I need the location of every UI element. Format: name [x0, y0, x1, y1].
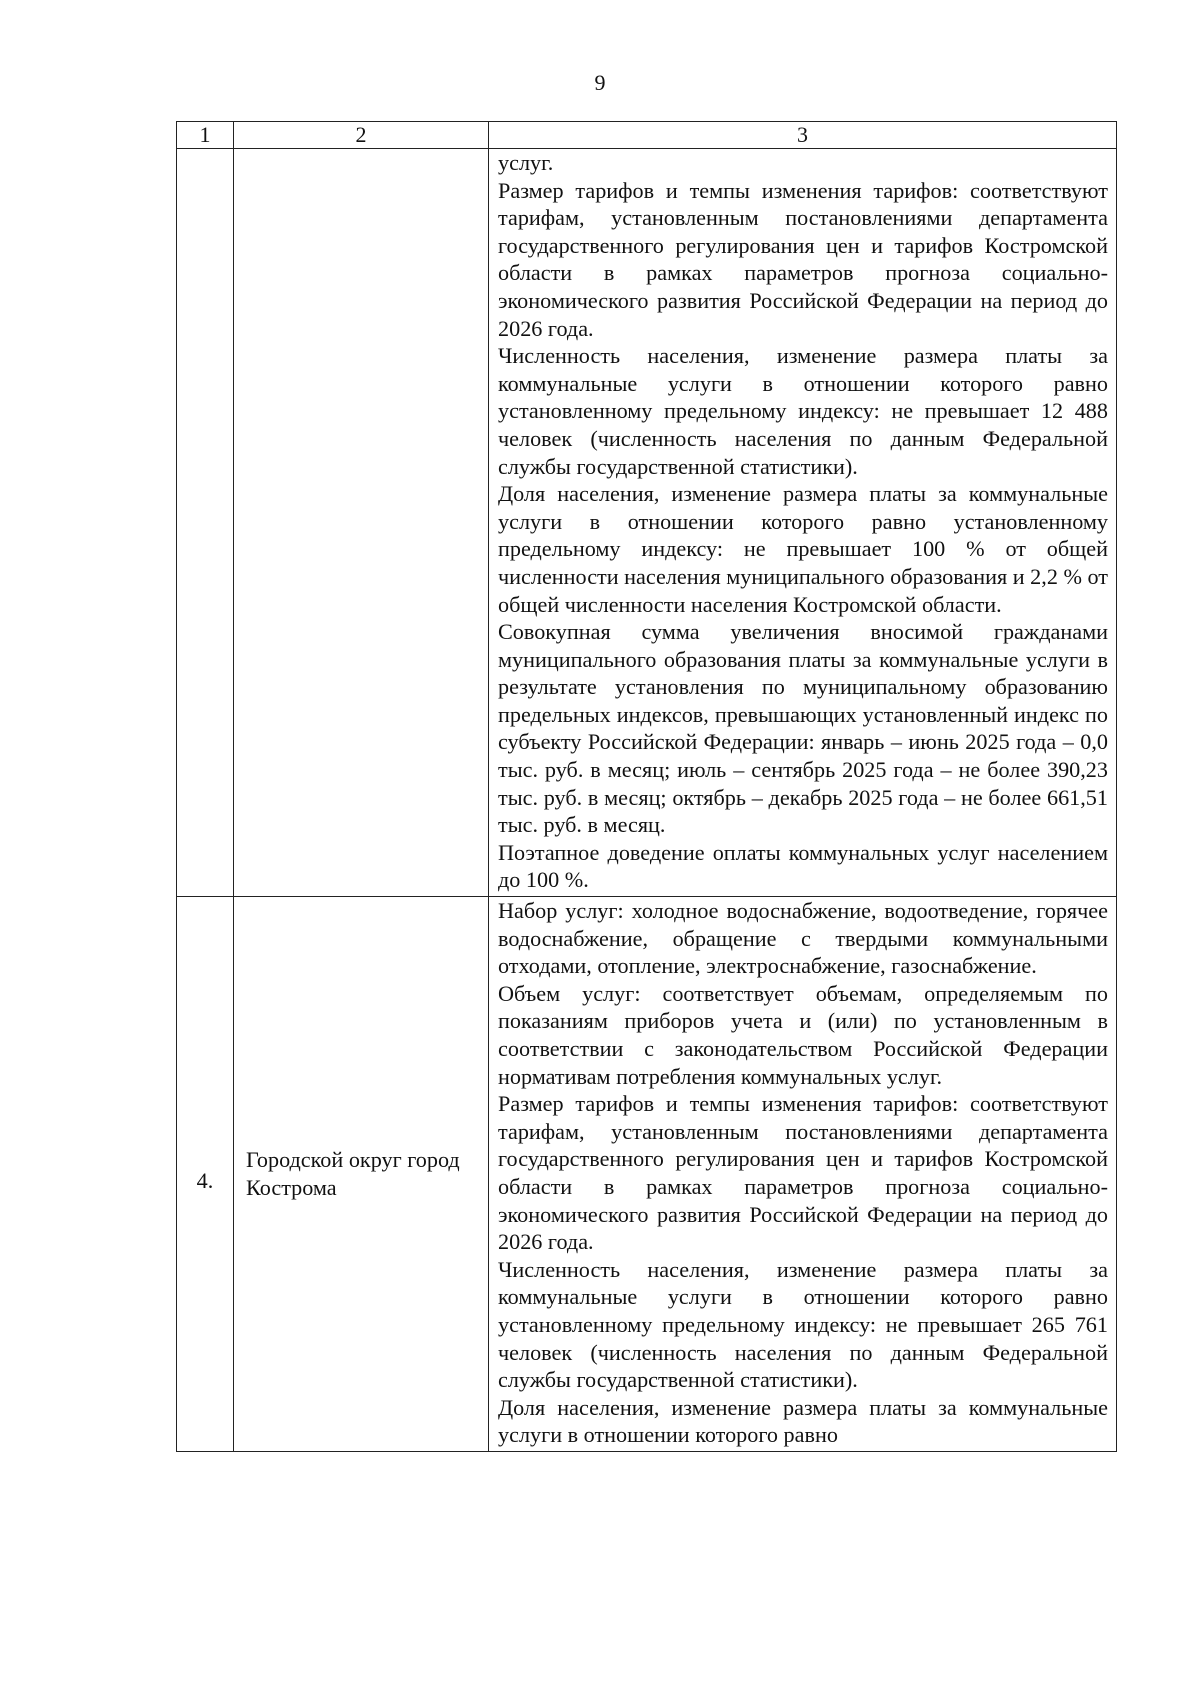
row-number-cell: 4.	[177, 897, 234, 1452]
description-paragraph: услуг.	[498, 150, 554, 175]
column-header-1: 1	[177, 122, 234, 149]
table-row	[177, 149, 1117, 897]
municipality-name-cell	[234, 149, 489, 897]
description-paragraph: Численность населения, изменение размера платы за коммунальные услуги в отношении которого равно установленному предельному индексу: не превышает 12 488 человек (численность населения по данным Федеральной службы государственной статистики).	[498, 343, 1108, 479]
description-paragraph: Набор услуг: холодное водоснабжение, водоотведение, горячее водоснабжение, обращение с твердыми коммунальными отходами, отопление, электроснабжение, газоснабжение.	[498, 898, 1108, 979]
description-cell	[489, 897, 1117, 1452]
description-paragraph: Объем услуг: соответствует объемам, определяемым по показаниям приборов учета и (или) по установленным в соответствии с законодательством Российской Федерации нормативам потребления коммунальных услуг.	[498, 980, 1108, 1089]
table-header-row	[177, 122, 1117, 149]
description-paragraph: Совокупная сумма увеличения вносимой гражданами муниципального образования платы за коммунальные услуги в результате установления по муниципальному образованию предельных индексов, превышающих установленный индекс по субъекту Российской Федерации: январь – июнь 2025 года – 0,0 тыс. руб. в месяц; июль – сентябрь 2025 года – не более 390,23 тыс. руб. в месяц; октябрь – декабрь 2025 года – не более 661,51 тыс. руб. в месяц.	[498, 619, 1108, 838]
column-header-3: 3	[489, 122, 1117, 149]
description-cell	[489, 149, 1117, 897]
municipality-name-cell: Городской округ город Кострома	[234, 897, 489, 1452]
description-paragraph: Размер тарифов и темпы изменения тарифов: соответствуют тарифам, установленным постановлениями департамента государственного регулирования цен и тарифов Костромской области в рамках параметров прогноза социально-экономического развития Российской Федерации на период до 2026 года.	[498, 177, 1108, 341]
table-row	[177, 897, 1117, 1452]
row-number-cell	[177, 149, 234, 897]
regulation-table	[176, 121, 1117, 1452]
page-number: 9	[594, 70, 606, 95]
description-paragraph: Размер тарифов и темпы изменения тарифов: соответствуют тарифам, установленным постановлениями департамента государственного регулирования цен и тарифов Костромской области в рамках параметров прогноза социально-экономического развития Российской Федерации на период до 2026 года.	[498, 1091, 1108, 1255]
description-paragraph: Численность населения, изменение размера платы за коммунальные услуги в отношении которого равно установленному предельному индексу: не превышает 265 761 человек (численность населения по данным Федеральной службы государственной статистики).	[498, 1256, 1108, 1393]
description-paragraph: Поэтапное доведение оплаты коммунальных услуг населением до 100 %.	[498, 839, 1108, 893]
column-header-2: 2	[234, 122, 489, 149]
description-paragraph: Доля населения, изменение размера платы за коммунальные услуги в отношении которого равно	[498, 1394, 1108, 1448]
description-paragraph: Доля населения, изменение размера платы за коммунальные услуги в отношении которого равно установленному предельному индексу: не превышает 100 % от общей численности населения муниципального образования и 2,2 % от общей численности населения Костромской области.	[498, 481, 1108, 617]
